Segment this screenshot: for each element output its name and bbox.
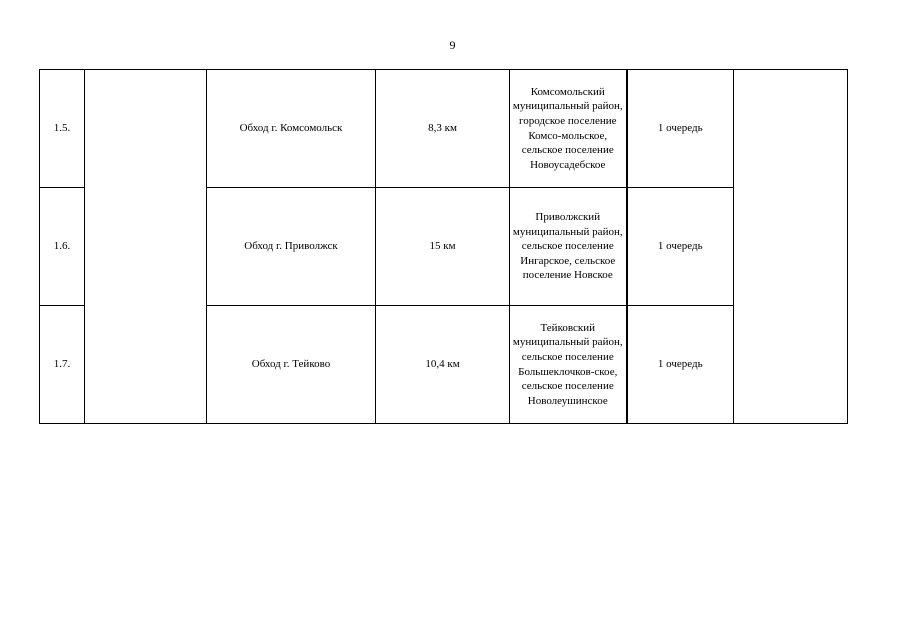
territory-cell xyxy=(510,70,627,188)
row-number-cell: 1.5. xyxy=(40,70,85,188)
length-cell: 15 км xyxy=(376,188,510,306)
territory-cell xyxy=(510,306,627,424)
territory-text: Приволжский муниципальный район, сельское поселение Ингарское, сельское поселение Новское xyxy=(512,211,623,282)
road-name-cell: Обход г. Комсомольск xyxy=(207,70,376,188)
length-cell: 10,4 км xyxy=(376,306,510,424)
roads-table xyxy=(39,69,848,424)
territory-cell xyxy=(510,188,627,306)
road-name-cell: Обход г. Тейково xyxy=(207,306,376,424)
stage-cell: 1 очередь xyxy=(627,306,734,424)
stage-cell: 1 очередь xyxy=(627,188,734,306)
road-name-cell: Обход г. Приволжск xyxy=(207,188,376,306)
table-row xyxy=(40,70,848,188)
merged-empty-cell-right xyxy=(734,70,848,424)
territory-text: Комсомольский муниципальный район, городское поселение Комсо-мольское, сельское поселение Новоусадебское xyxy=(512,85,623,171)
stage-cell: 1 очередь xyxy=(627,70,734,188)
page-number: 9 xyxy=(449,38,456,52)
row-number-cell: 1.6. xyxy=(40,188,85,306)
row-number-cell: 1.7. xyxy=(40,306,85,424)
territory-text: Тейковский муниципальный район, сельское поселение Большеклочков-ское, сельское поселение Новолеушинское xyxy=(512,321,623,407)
length-cell: 8,3 км xyxy=(376,70,510,188)
merged-empty-cell xyxy=(85,70,207,424)
